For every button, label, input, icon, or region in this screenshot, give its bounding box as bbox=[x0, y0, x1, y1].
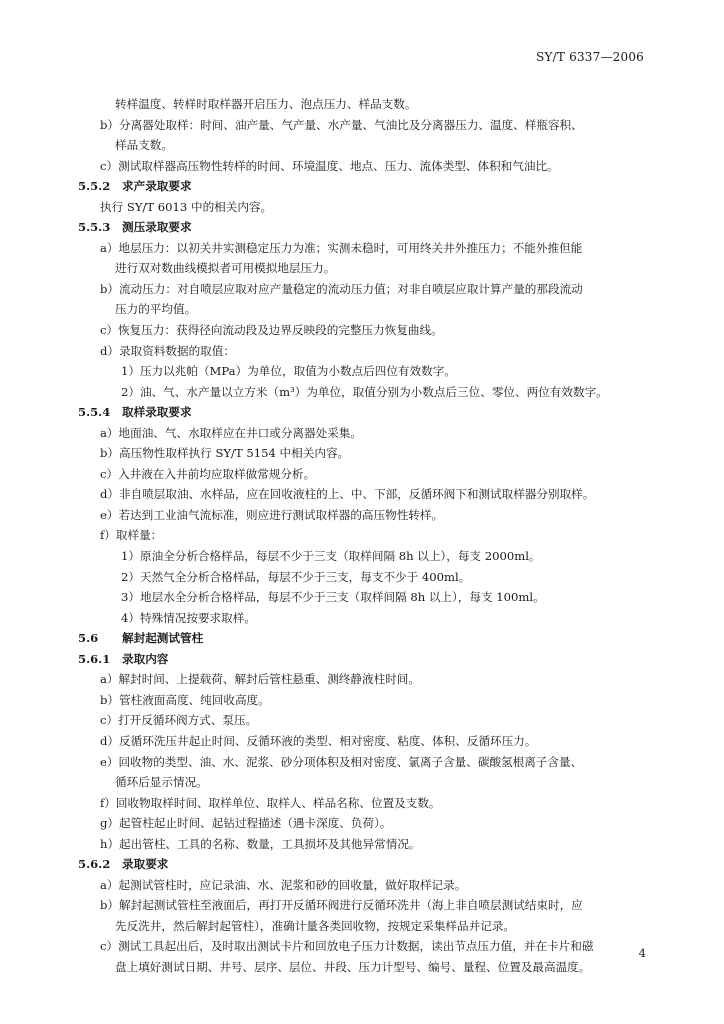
text-line: a）解封时间、上提载荷、解封后管柱悬重、测终静液柱时间。 bbox=[100, 672, 420, 687]
text-line: e）若达到工业油气流标准，则应进行测试取样器的高压物性转样。 bbox=[100, 507, 444, 522]
section-heading bbox=[78, 854, 658, 875]
section-number: 5.5.3 bbox=[78, 220, 111, 235]
text-line: b）分离器处取样：时间、油产量、气产量、水产量、气油比及分离器压力、温度、样瓶容积、 bbox=[100, 117, 583, 132]
text-line: c）测试取样器高压物性转样的时间、环境温度、地点、压力、流体类型、体积和气油比。 bbox=[100, 158, 559, 173]
section-number: 5.5.4 bbox=[78, 405, 111, 420]
text-line: h）起出管柱、工具的名称、数量，工具损坏及其他异常情况。 bbox=[100, 836, 421, 851]
text-line: g）起管柱起止时间、起钻过程描述（遇卡深度、负荷）。 bbox=[100, 816, 392, 831]
text-line: d）录取资料数据的取值： bbox=[100, 343, 235, 358]
section-heading bbox=[78, 628, 658, 649]
section-title: 录取要求 bbox=[122, 857, 169, 872]
text-line: 2）油、气、水产量以立方米（m³）为单位，取值分别为小数点后三位、零位、两位有效数字。 bbox=[121, 384, 608, 399]
text-line: b）高压物性取样执行 SY/T 5154 中相关内容。 bbox=[100, 446, 350, 461]
section-number: 5.6 bbox=[78, 631, 99, 646]
text-line: e）回收物的类型、油、水、泥浆、砂分项体积及相对密度、氯离子含量、碳酸氢根离子含量、 bbox=[100, 754, 583, 769]
text-line: c）恢复压力：获得径向流动段及边界反映段的完整压力恢复曲线。 bbox=[100, 323, 443, 338]
text-line: 进行双对数曲线模拟者可用模拟地层压力。 bbox=[115, 261, 336, 276]
text-line: 1）压力以兆帕（MPa）为单位，取值为小数点后四位有效数字。 bbox=[121, 364, 456, 379]
text-line: f）回收物取样时间、取样单位、取样人、样品名称、位置及支数。 bbox=[100, 795, 441, 810]
text-line: 压力的平均值。 bbox=[115, 302, 197, 317]
section-number: 5.5.2 bbox=[78, 179, 111, 194]
text-line: d）非自喷层取油、水样品，应在回收液柱的上、中、下部，反循环阀下和测试取样器分别取样。 bbox=[100, 487, 595, 502]
text-line: 4）特殊情况按要求取样。 bbox=[121, 610, 256, 625]
text-line: c）入井液在入井前均应取样做常规分析。 bbox=[100, 466, 316, 481]
text-line: c）测试工具起出后，及时取出测试卡片和回放电子压力计数据，读出节点压力值，并在卡片和磁 bbox=[100, 939, 594, 954]
text-line: b）解封起测试管柱至液面后，再打开反循环阀进行反循环洗井（海上非自喷层测试结束时，应 bbox=[100, 898, 583, 913]
text-line: a）地面油、气、水取样应在井口或分离器处采集。 bbox=[100, 425, 362, 440]
text-line: f）取样量： bbox=[100, 528, 163, 543]
section-heading bbox=[78, 402, 658, 423]
document-body bbox=[78, 94, 658, 978]
text-line: 3）地层水全分析合格样品，每层不少于三支（取样间隔 8h 以上），每支 100ml。 bbox=[121, 590, 545, 605]
section-number: 5.6.2 bbox=[78, 857, 111, 872]
section-heading bbox=[78, 649, 658, 670]
text-line: 盘上填好测试日期、井号、层序、层位、井段、压力计型号、编号、量程、位置及最高温度。 bbox=[115, 959, 591, 974]
text-line: a）起测试管柱时，应记录油、水、泥浆和砂的回收量，做好取样记录。 bbox=[100, 877, 467, 892]
section-title: 解封起测试管柱 bbox=[122, 631, 204, 646]
text-line: 转样温度、转样时取样器开启压力、泡点压力、样品支数。 bbox=[115, 97, 417, 111]
text-line: c）打开反循环阀方式、泵压。 bbox=[100, 713, 258, 728]
text-line: 执行 SY/T 6013 中的相关内容。 bbox=[100, 199, 273, 214]
text-line: d）反循环洗压井起止时间、反循环液的类型、相对密度、粘度、体积、反循环压力。 bbox=[100, 733, 537, 748]
section-title: 取样录取要求 bbox=[122, 405, 192, 420]
text-line: 样品支数。 bbox=[115, 138, 173, 153]
page-number: 4 bbox=[638, 946, 646, 960]
text-line: 2）天然气全分析合格样品，每层不少于三支，每支不少于 400ml。 bbox=[121, 569, 471, 584]
text-line: 1）原油全分析合格样品，每层不少于三支（取样间隔 8h 以上），每支 2000ml。 bbox=[121, 549, 541, 564]
text-line: a）地层压力：以初关井实测稳定压力为准；实测未稳时，可用终关井外推压力；不能外推但能 bbox=[100, 240, 583, 255]
section-number: 5.6.1 bbox=[78, 651, 111, 666]
section-title: 录取内容 bbox=[122, 651, 169, 666]
section-title: 测压录取要求 bbox=[122, 220, 192, 235]
section-heading bbox=[78, 176, 658, 197]
section-heading bbox=[78, 217, 658, 238]
text-line: b）管柱液面高度、纯回收高度。 bbox=[100, 692, 270, 707]
text-line: 循环后显示情况。 bbox=[115, 775, 208, 790]
text-line: b）流动压力：对自喷层应取对应产量稳定的流动压力值；对非自喷层应取计算产量的那段流动 bbox=[100, 281, 583, 296]
document-code-header: SY/T 6337—2006 bbox=[536, 50, 644, 64]
text-line: 先反洗井，然后解封起管柱），准确计量各类回收物，按规定采集样品并记录。 bbox=[115, 918, 515, 933]
section-title: 求产录取要求 bbox=[122, 179, 192, 194]
